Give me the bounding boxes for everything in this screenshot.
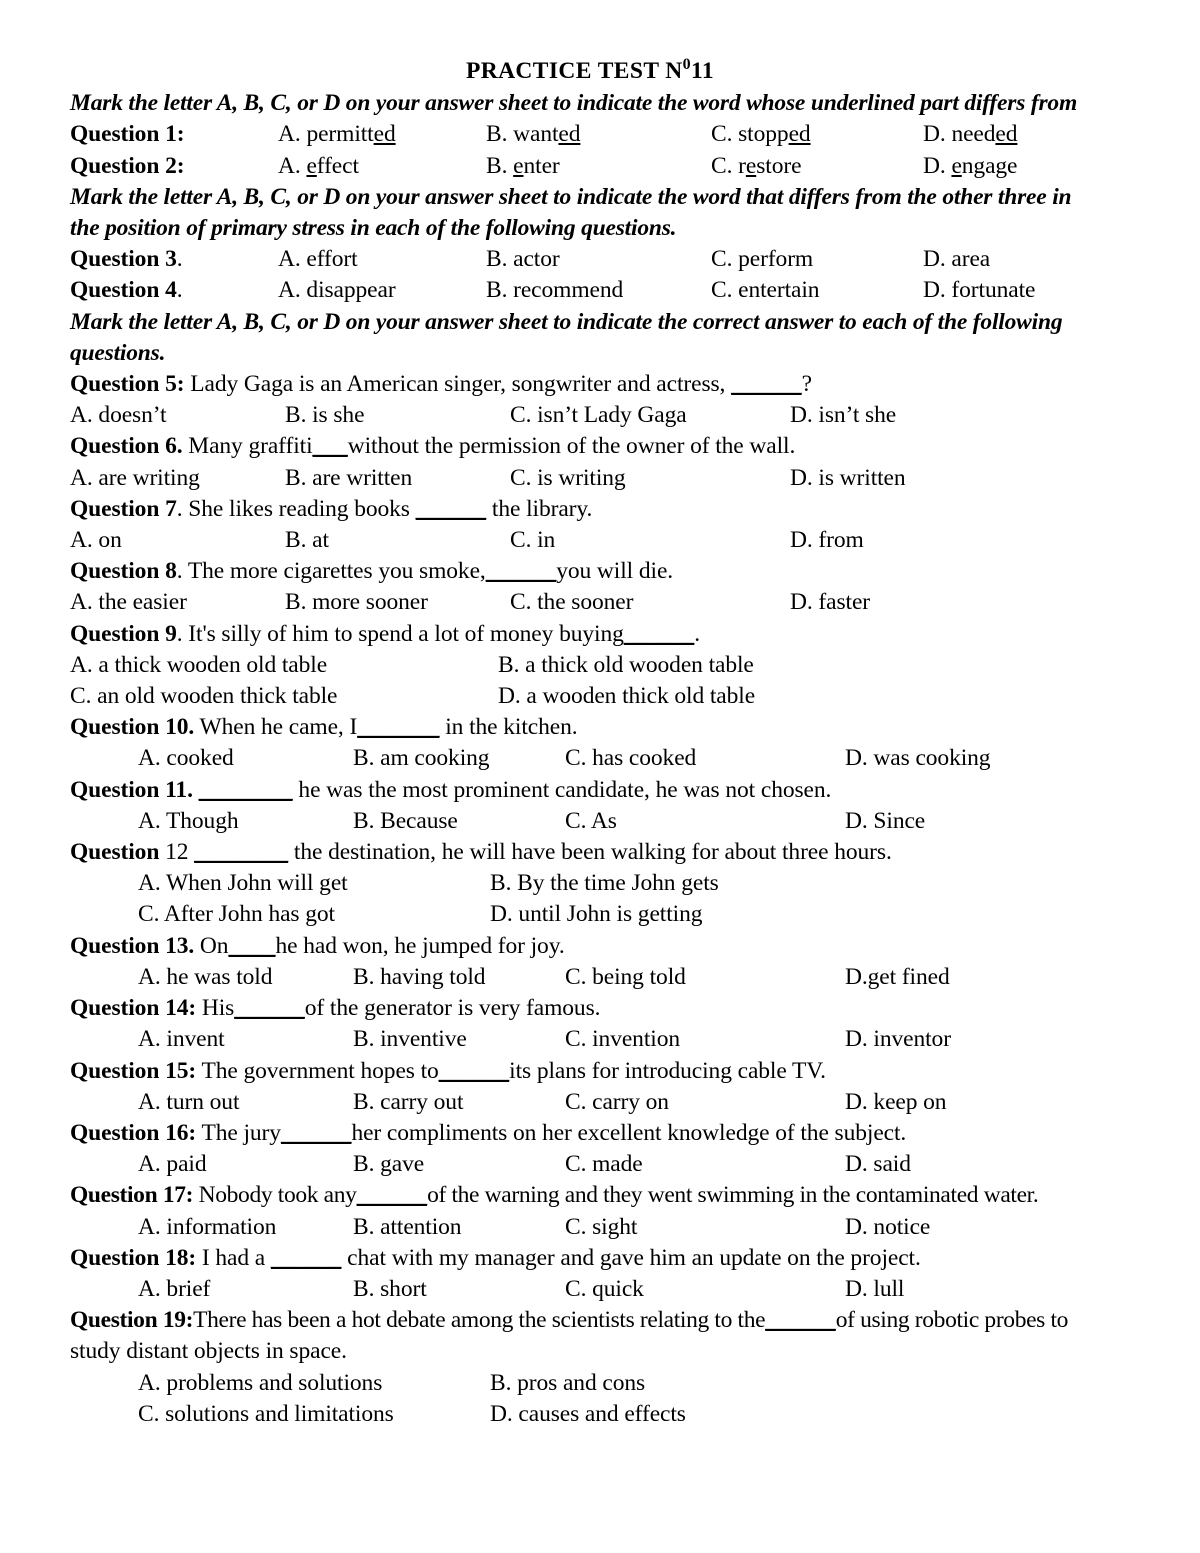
opt-underlined: e [951,152,962,179]
opt-post: ngage [961,152,1018,179]
question-13-blank: ____ [228,932,276,959]
question-6-stem [70,431,1110,462]
question-17-option-a[interactable]: A. information [138,1213,277,1240]
opt-underlined: e [513,152,524,179]
opt-letter: D. [923,121,946,148]
question-13-stem [70,931,1110,962]
question-3-option-a[interactable]: A. effort [278,246,358,273]
question-18-option-a[interactable]: A. brief [138,1275,211,1302]
question-18-blank: ______ [270,1244,342,1271]
question-19-option-d[interactable]: D. causes and effects [490,1400,686,1427]
question-2-option-b[interactable] [486,151,711,182]
question-4-label-text: Question 4 [70,277,177,304]
question-1-option-d[interactable] [923,119,1017,150]
opt-post: store [756,152,802,179]
question-4-option-c[interactable]: C. entertain [711,277,820,304]
question-19-stem-line1 [70,1305,1110,1336]
question-4-label-period: . [176,277,183,304]
opt-underlined: ed [995,121,1018,148]
opt-pre: stopp [738,121,789,148]
question-2-row [70,151,1110,182]
question-12-option-c[interactable]: C. After John has got [138,901,335,928]
question-7-stem [70,494,1110,525]
question-14-label: Question 14: [70,995,197,1022]
question-13-text-b: he had won, he jumped for joy. [275,932,565,959]
question-3-label-period: . [176,246,183,273]
question-16-option-a[interactable]: A. paid [138,1151,207,1178]
question-5-option-b[interactable]: B. is she [285,402,365,429]
question-13-label: Question 13. [70,932,195,959]
opt-underlined: ed [788,121,811,148]
question-18-text-b: chat with my manager and gave him an update on the project. [341,1244,921,1271]
question-17-option-b[interactable]: B. attention [353,1213,462,1240]
question-14-blank: ______ [234,995,305,1022]
question-1-row [70,119,1110,150]
page-title [70,56,1110,87]
question-17-blank: ______ [356,1182,428,1209]
question-9-blank: ______ [623,620,695,647]
question-13-options [70,962,1110,993]
question-11-option-a[interactable]: A. Though [138,807,239,834]
question-7-label: Question 7 [70,495,177,522]
question-9-option-a[interactable]: A. a thick wooden old table [70,651,328,678]
question-12-number: 12 [165,839,195,866]
question-18-label: Question 18: [70,1244,197,1271]
question-14-option-d[interactable]: D. inventor [845,1026,951,1053]
question-3-option-c[interactable]: C. perform [711,246,814,273]
question-14-option-b[interactable]: B. inventive [353,1026,467,1053]
question-13-option-c[interactable]: C. being told [565,963,686,990]
question-6-option-a[interactable]: A. are writing [70,464,200,491]
title-superscript: 0 [682,56,692,74]
question-19-text-b: of using robotic probes to [835,1307,1069,1334]
opt-letter: B. [486,121,508,148]
question-14-text-a: His [196,995,235,1022]
question-8-text-a: . The more cigarettes you smoke, [176,558,486,585]
opt-post: nter [523,152,560,179]
question-10-stem [70,712,1110,743]
question-15-option-d[interactable]: D. keep on [845,1088,947,1115]
question-16-label: Question 16: [70,1119,197,1146]
document-content [70,56,1110,1430]
question-8-blank: ______ [485,558,557,585]
instruction-primary-stress-line2: the position of primary stress in each of the following questions. [70,215,677,242]
opt-underlined: e [306,152,317,179]
question-4-option-d[interactable]: D. fortunate [923,277,1036,304]
question-18-option-c[interactable]: C. quick [565,1275,644,1302]
question-11-stem [70,775,1110,806]
question-7-text-b: the library. [486,495,593,522]
question-16-option-d[interactable]: D. said [845,1151,911,1178]
question-4-option-a[interactable]: A. disappear [278,277,396,304]
question-2-label: Question 2: [70,152,185,179]
opt-underlined: e [745,152,757,179]
question-18-options [70,1274,1110,1305]
question-6-options [70,463,1110,494]
question-13-text-a: On [194,932,229,959]
question-17-stem [70,1180,1110,1211]
question-1-option-a[interactable] [278,119,486,150]
opt-underlined: ed [373,121,396,148]
question-6-option-c[interactable]: C. is writing [510,464,626,491]
question-1-label: Question 1: [70,121,185,148]
question-18-option-d[interactable]: D. lull [845,1275,905,1302]
question-12-option-b[interactable]: B. By the time John gets [490,870,719,897]
question-12-options-row2 [70,899,1110,930]
question-3-label-text: Question 3 [70,246,177,273]
question-12-option-a[interactable]: A. When John will get [138,870,348,897]
question-15-option-c[interactable]: C. carry on [565,1088,669,1115]
question-5-option-c[interactable]: C. isn’t Lady Gaga [510,402,687,429]
question-12-options-row1 [70,868,1110,899]
opt-pre: want [513,121,559,148]
question-7-text-a: . She likes reading books [176,495,416,522]
question-5-option-d[interactable]: D. isn’t she [790,402,897,429]
question-15-stem [70,1056,1110,1087]
question-7-option-a[interactable]: A. on [70,527,122,554]
question-18-stem [70,1243,1110,1274]
question-10-option-d[interactable]: D. was cooking [845,745,991,772]
question-13-option-a[interactable]: A. he was told [138,963,273,990]
question-10-option-a[interactable]: A. cooked [138,745,234,772]
question-6-option-b[interactable]: B. are written [285,464,413,491]
instruction-primary-stress-line1: Mark the letter A, B, C, or D on your answer sheet to indicate the word that differs from the other three in [70,183,1072,210]
opt-letter: D. [923,152,946,179]
question-4-label [70,275,278,306]
question-10-text-a: When he came, I [194,714,358,741]
question-16-text-b: her compliments on her excellent knowledge of the subject. [351,1119,907,1146]
question-11-label: Question 11. [70,776,193,803]
opt-letter: A. [278,121,301,148]
question-15-option-a[interactable]: A. turn out [138,1088,240,1115]
question-19-text-a: There has been a hot debate among the scientists relating to the [193,1307,766,1334]
question-19-option-b[interactable]: B. pros and cons [490,1369,646,1396]
question-3-row [70,244,1110,275]
question-12-stem [70,837,1110,868]
question-13-option-b[interactable]: B. having told [353,963,486,990]
question-12-option-d[interactable]: D. until John is getting [490,901,703,928]
opt-letter: C. [711,121,733,148]
question-6-text-a: Many graffiti [182,433,313,460]
question-15-blank: ______ [438,1057,510,1084]
opt-letter: C. [711,152,733,179]
opt-pre: r [738,152,746,179]
question-2-option-c[interactable] [711,151,923,182]
question-19-option-a[interactable]: A. problems and solutions [138,1369,383,1396]
question-9-option-b[interactable]: B. a thick old wooden table [498,651,754,678]
question-19-options-row1 [70,1368,1110,1399]
question-5-text-a: Lady Gaga is an American singer, songwriter and actress, [184,371,732,398]
opt-letter: B. [486,152,508,179]
question-9-options-row1 [70,650,1110,681]
title-prefix: PRACTICE TEST N [465,58,683,84]
question-8-option-c[interactable]: C. the sooner [510,589,634,616]
question-9-option-c[interactable]: C. an old wooden thick table [70,683,338,710]
opt-underlined: ed [558,121,581,148]
question-19-stem-line2: study distant objects in space. [70,1338,347,1365]
question-3-option-b[interactable]: B. actor [486,246,560,273]
question-6-label: Question 6. [70,433,183,460]
question-11-blank: ________ [198,776,293,803]
opt-post: ffect [316,152,359,179]
opt-pre: need [951,121,996,148]
question-13-option-d[interactable]: D.get fined [845,963,950,990]
question-17-options [70,1212,1110,1243]
question-9-options-row2 [70,681,1110,712]
question-4-row [70,275,1110,306]
question-11-options [70,806,1110,837]
question-8-stem [70,556,1110,587]
question-18-option-b[interactable]: B. short [353,1275,427,1302]
question-7-blank: ______ [415,495,487,522]
question-2-option-a[interactable] [278,151,486,182]
question-11-text-b: he was the most prominent candidate, he was not chosen. [292,776,832,803]
question-10-blank: _______ [357,714,440,741]
question-16-blank: ______ [280,1119,352,1146]
question-8-option-d[interactable]: D. faster [790,589,871,616]
question-12-blank: ________ [194,839,289,866]
question-10-option-b[interactable]: B. am cooking [353,745,490,772]
question-7-option-c[interactable]: C. in [510,527,556,554]
question-6-text-b: without the permission of the owner of the wall. [347,433,796,460]
question-16-option-c[interactable]: C. made [565,1151,643,1178]
question-8-option-a[interactable]: A. the easier [70,589,187,616]
question-3-option-d[interactable]: D. area [923,246,991,273]
question-5-stem [70,369,1110,400]
question-11-option-d[interactable]: D. Since [845,807,926,834]
question-8-option-b[interactable]: B. more sooner [285,589,428,616]
question-5-label: Question 5: [70,371,185,398]
question-6-option-d[interactable]: D. is written [790,464,906,491]
question-10-option-c[interactable]: C. has cooked [565,745,697,772]
question-5-option-a[interactable]: A. doesn’t [70,402,167,429]
question-17-option-d[interactable]: D. notice [845,1213,931,1240]
question-1-option-b[interactable] [486,119,711,150]
question-3-label [70,244,278,275]
question-14-option-a[interactable]: A. invent [138,1026,225,1053]
question-19-option-c[interactable]: C. solutions and limitations [138,1400,394,1427]
question-8-label: Question 8 [70,558,177,585]
question-15-label: Question 15: [70,1057,197,1084]
question-7-options [70,525,1110,556]
question-14-stem [70,993,1110,1024]
question-11-option-b[interactable]: B. Because [353,807,458,834]
question-17-option-c[interactable]: C. sight [565,1213,638,1240]
title-suffix: 11 [691,58,715,84]
question-19-blank: ______ [765,1307,836,1334]
question-1-option-c[interactable] [711,119,923,150]
question-7-option-b[interactable]: B. at [285,527,329,554]
question-19-label: Question 19: [70,1307,194,1334]
question-4-option-b[interactable]: B. recommend [486,277,624,304]
question-17-label: Question 17: [70,1182,194,1209]
question-10-options [70,743,1110,774]
question-16-option-b[interactable]: B. gave [353,1151,425,1178]
question-15-text-a: The government hopes to [196,1057,439,1084]
question-12-label: Question [70,839,166,866]
question-9-text-b: . [694,620,701,647]
instruction-underlined-part: Mark the letter A, B, C, or D on your answer sheet to indicate the word whose underlined part differs from [70,90,1078,117]
question-9-text-a: . It's silly of him to spend a lot of money buying [176,620,624,647]
instruction-correct-answer-line1: Mark the letter A, B, C, or D on your answer sheet to indicate the correct answer to each of the following [70,308,1063,335]
question-14-text-b: of the generator is very famous. [304,995,601,1022]
question-10-label: Question 10. [70,714,195,741]
question-5-blank: ______ [731,371,802,398]
question-6-blank: ___ [312,433,348,460]
question-15-options [70,1087,1110,1118]
question-17-text-b: of the warning and they went swimming in the contaminated water. [427,1182,1039,1209]
question-15-text-b: its plans for introducing cable TV. [509,1057,826,1084]
instruction-correct-answer-line2: questions. [70,339,166,366]
question-5-options [70,400,1110,431]
question-9-stem [70,619,1110,650]
question-16-stem [70,1118,1110,1149]
question-12-text-b: the destination, he will have been walking for about three hours. [288,839,892,866]
question-16-text-a: The jury [196,1119,281,1146]
question-8-options [70,587,1110,618]
question-17-text-a: Nobody took any [193,1182,357,1209]
question-7-option-d[interactable]: D. from [790,527,864,554]
question-14-options [70,1024,1110,1055]
question-11-option-c[interactable]: C. As [565,807,617,834]
question-5-text-b: ? [801,371,812,398]
question-9-label: Question 9 [70,620,177,647]
question-10-text-b: in the kitchen. [439,714,578,741]
question-8-text-b: you will die. [556,558,674,585]
question-14-option-c[interactable]: C. invention [565,1026,680,1053]
question-2-option-d[interactable] [923,151,1017,182]
question-19-options-row2 [70,1399,1110,1430]
opt-letter: A. [278,152,301,179]
opt-pre: permitt [306,121,374,148]
question-9-option-d[interactable]: D. a wooden thick old table [498,683,756,710]
question-15-option-b[interactable]: B. carry out [353,1088,464,1115]
question-16-options [70,1149,1110,1180]
question-18-text-a: I had a [196,1244,271,1271]
